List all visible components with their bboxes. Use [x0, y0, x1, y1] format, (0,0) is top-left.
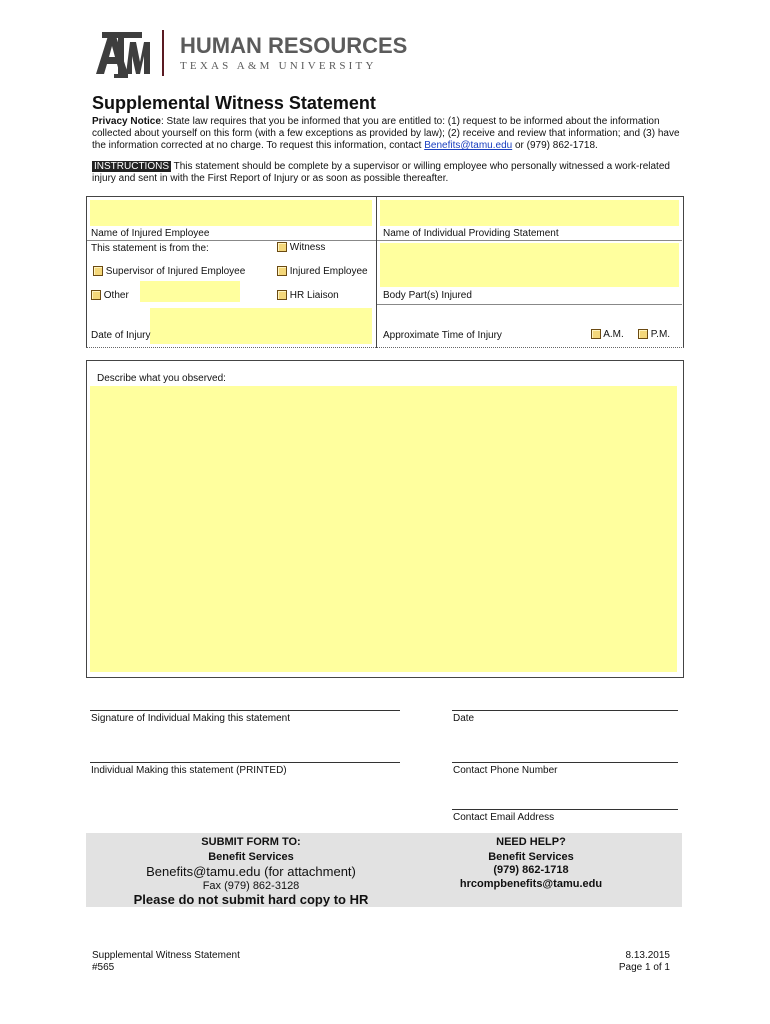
tamu-logo — [92, 28, 150, 80]
instructions-text: This statement should be complete by a supervisor or willing employee who personally witnessed a work-related injury and sent in with the First Report of Injury or as soon as possible thereafter. — [92, 161, 670, 184]
body-parts-field[interactable] — [380, 243, 679, 287]
pm-option[interactable] — [638, 329, 670, 340]
hr-liaison-label: HR Liaison — [289, 290, 339, 301]
benefits-email-link[interactable]: Benefits@tamu.edu — [424, 140, 513, 151]
help-heading: NEED HELP? — [496, 836, 566, 848]
date-line — [452, 710, 678, 711]
injured-employee-label: Name of Injured Employee — [91, 228, 210, 239]
privacy-text-end: or (979) 862-1718. — [512, 140, 598, 151]
supervisor-label: Supervisor of Injured Employee — [105, 266, 246, 277]
footer-date: 8.13.2015 — [625, 950, 670, 961]
help-dept: Benefit Services — [488, 851, 574, 863]
witness-checkbox[interactable] — [277, 242, 287, 252]
injured-employee-option[interactable] — [277, 266, 368, 277]
am-label: A.M. — [603, 329, 624, 340]
body-parts-label: Body Part(s) Injured — [383, 290, 472, 301]
other-text-field[interactable] — [140, 281, 240, 302]
am-checkbox[interactable] — [591, 329, 601, 339]
injured-employee-name-field[interactable] — [90, 200, 372, 226]
witness-option[interactable] — [277, 242, 325, 253]
date-of-injury-label: Date of Injury — [91, 330, 151, 341]
pm-label: P.M. — [650, 329, 671, 340]
table-column-divider — [376, 196, 377, 348]
help-email[interactable]: hrcompbenefits@tamu.edu — [459, 878, 603, 890]
witness-label: Witness — [289, 242, 326, 253]
email-label: Contact Email Address — [453, 812, 555, 823]
describe-label: Describe what you observed: — [97, 373, 226, 384]
submit-email[interactable]: Benefits@tamu.edu (for attachment) — [146, 864, 356, 879]
phone-line — [452, 762, 678, 763]
submit-warning: Please do not submit hard copy to HR — [133, 892, 369, 907]
phone-label: Contact Phone Number — [453, 765, 558, 776]
statement-from-label: This statement is from the: — [91, 243, 209, 254]
hr-liaison-checkbox[interactable] — [277, 290, 287, 300]
email-line — [452, 809, 678, 810]
injured-employee-checkbox[interactable] — [277, 266, 287, 276]
header-divider — [162, 30, 164, 76]
document-title: Supplemental Witness Statement — [92, 93, 376, 113]
instructions — [92, 161, 682, 185]
supervisor-option[interactable] — [93, 266, 245, 277]
date-label: Date — [453, 713, 475, 724]
footer-title: Supplemental Witness Statement — [92, 950, 240, 961]
other-checkbox[interactable] — [91, 290, 101, 300]
supervisor-checkbox[interactable] — [93, 266, 103, 276]
signature-line — [90, 710, 400, 711]
submit-heading: SUBMIT FORM TO: — [201, 836, 301, 848]
signature-label: Signature of Individual Making this statement — [91, 713, 290, 724]
approx-time-label: Approximate Time of Injury — [383, 330, 502, 341]
footer-right — [560, 950, 670, 974]
other-option[interactable] — [91, 290, 129, 301]
org-subtitle: TEXAS A&M UNIVERSITY — [180, 60, 377, 72]
row-divider — [377, 240, 682, 241]
hr-liaison-option[interactable] — [277, 290, 339, 301]
individual-providing-name-field[interactable] — [380, 200, 679, 226]
footer-form-number: #565 — [92, 962, 115, 973]
printed-name-line — [90, 762, 400, 763]
privacy-label: Privacy Notice — [92, 116, 161, 127]
individual-providing-label: Name of Individual Providing Statement — [383, 228, 559, 239]
footer-page: Page 1 of 1 — [618, 962, 670, 973]
submit-dept: Benefit Services — [208, 851, 294, 863]
row-divider — [87, 240, 376, 241]
submit-fax: Fax (979) 862-3128 — [202, 880, 300, 892]
date-of-injury-field[interactable] — [150, 308, 372, 344]
privacy-notice — [92, 116, 682, 152]
observation-text-field[interactable] — [90, 386, 677, 672]
row-divider — [377, 304, 682, 305]
am-option[interactable] — [591, 329, 624, 340]
help-phone: (979) 862-1718 — [493, 864, 569, 876]
printed-name-label: Individual Making this statement (PRINTED) — [91, 765, 287, 776]
instructions-tag: INSTRUCTIONS — [94, 161, 169, 172]
footer-left — [92, 950, 240, 974]
org-title: HUMAN RESOURCES — [180, 33, 408, 58]
privacy-text: : State law requires that you be informed that you are entitled to: (1) request to be informed about the information collected about yourself on this form (with a few exceptions as provided by law); (2) receive and review that information; and (3) have the information corrected at no charge. To request this information, contact — [92, 116, 680, 151]
pm-checkbox[interactable] — [638, 329, 648, 339]
injured-employee-option-label: Injured Employee — [289, 266, 368, 277]
other-label: Other — [103, 290, 129, 301]
